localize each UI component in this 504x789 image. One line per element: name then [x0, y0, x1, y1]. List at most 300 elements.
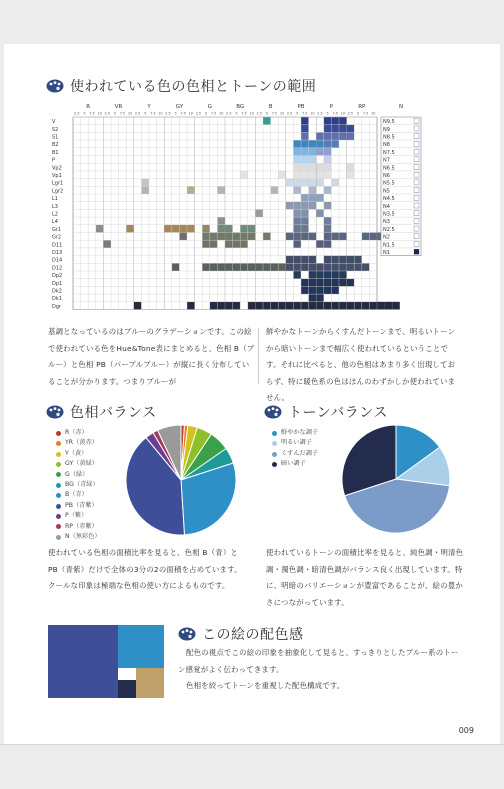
grid-cell: [331, 132, 339, 140]
grid-cell: [331, 233, 339, 241]
grid-cell: [134, 302, 142, 310]
grid-cell: [263, 233, 271, 241]
grid-cell: [286, 302, 294, 310]
palette-icon: [264, 405, 282, 419]
grid-cell: [248, 263, 256, 271]
legend-dot: [56, 462, 61, 467]
tone-label: S2: [52, 126, 59, 133]
grid-cell: [347, 302, 355, 310]
neutral-swatch: [414, 242, 419, 247]
hue-header: BG: [236, 104, 245, 110]
tone-label: P: [52, 157, 56, 164]
hue-header: GY: [175, 104, 184, 110]
grid-cell: [331, 302, 339, 310]
palette-icon: [46, 405, 64, 419]
legend-label: RP（赤紫）: [65, 522, 98, 530]
legend-item: [56, 449, 101, 459]
grid-cell: [141, 186, 149, 194]
hue-pie-chart: [125, 424, 237, 536]
hue-number: 2.5: [286, 111, 293, 116]
grid-cell: [217, 225, 225, 233]
grid-cell: [217, 263, 225, 271]
grid-cell: [172, 225, 180, 233]
grid-cell: [233, 263, 241, 271]
grid-cell: [278, 302, 286, 310]
neutral-label: N5.5: [383, 180, 395, 187]
legend-item: [56, 511, 101, 521]
grid-cell: [293, 202, 301, 210]
grid-cell: [324, 217, 332, 225]
neutral-swatch: [414, 180, 419, 185]
grid-cell: [301, 279, 309, 287]
grid-cell: [309, 233, 317, 241]
hue-header: B: [268, 104, 273, 110]
hue-number: 5: [356, 111, 360, 116]
grid-cell: [377, 302, 385, 310]
neutral-label: N6.5: [383, 165, 395, 172]
grid-cell: [293, 156, 301, 164]
page-bottom-margin: [0, 744, 504, 789]
legend-dot: [56, 524, 61, 529]
neutral-swatch: [414, 126, 419, 131]
neutral-swatch: [414, 211, 419, 216]
hue-number: 2.5: [165, 111, 171, 116]
grid-cell: [293, 217, 301, 225]
legend-label: R（赤）: [65, 429, 88, 436]
grid-cell: [301, 286, 309, 294]
hue-number: 7.5: [302, 111, 308, 116]
neutral-swatch: [414, 134, 419, 139]
grid-cell: [339, 132, 347, 140]
neutral-swatch: [414, 118, 419, 123]
grid-cell: [293, 148, 301, 156]
grid-cell: [339, 233, 347, 241]
neutral-label: N3: [383, 219, 390, 226]
hue-number: 7.5: [362, 111, 369, 116]
heading-text: トーンバランス: [288, 405, 388, 421]
hue-number: 7.5: [180, 111, 186, 116]
grid-cell: [316, 132, 324, 140]
hue-number: 2.5: [256, 111, 262, 116]
heading-tone-balance: [264, 402, 388, 422]
grid-cell: [347, 132, 355, 140]
hue-number: 5: [174, 111, 177, 116]
grid-cell: [324, 163, 332, 171]
legend-label: YR（黄赤）: [65, 439, 98, 447]
tone-label: L2: [52, 211, 58, 218]
legend-item: [56, 470, 101, 480]
grid-cell: [141, 179, 149, 187]
grid-cell: [248, 302, 256, 310]
grid-cell: [225, 233, 233, 241]
grid-cell: [316, 286, 324, 294]
heading-text: 使われている色の色相とトーンの範囲: [70, 79, 317, 95]
grid-cell: [301, 302, 309, 310]
legend-dot: [272, 431, 277, 436]
grid-cell: [301, 209, 309, 217]
neutral-label: N4.5: [383, 196, 395, 203]
grid-cell: [286, 263, 294, 271]
tone-label: Gr1: [52, 226, 62, 233]
grid-cell: [309, 202, 317, 210]
grid-cell: [210, 263, 218, 271]
grid-cell: [263, 117, 271, 125]
hue-number: 10: [249, 111, 254, 116]
neutral-label: N8.5: [383, 134, 395, 141]
grid-cell: [309, 171, 317, 179]
grid-cell: [293, 240, 301, 248]
hue-number: 5: [296, 111, 299, 116]
tone-label: Vp1: [52, 173, 62, 179]
neutral-label: N7.5: [383, 149, 395, 156]
heading-hue-tone: [46, 76, 316, 96]
legend-item: [272, 428, 318, 438]
grid-cell: [225, 240, 233, 248]
grid-cell: [225, 263, 233, 271]
grid-cell: [233, 302, 241, 310]
grid-cell: [331, 125, 339, 133]
hue-tone-text-right: 鮮やかなトーンからくすんだトーンまで、明るいトーンから暗いトーンまで幅広く使われているということです。それに比べると、他の色相はあまり多く出現しておらず、特に暖色系の色はほんのわずかしか使われていません。: [266, 327, 456, 402]
hue-number: 2.5: [347, 111, 354, 116]
grid-cell: [103, 240, 111, 248]
hue-tone-text-left: 基調となっているのはブルーのグラデーションです。この絵で使われている色をHue&Tone表にまとめると、色相 B（ブルー）と色相 PB（パープルブルー）が縦に長く分布していることが分かります。つまりブルーが: [48, 327, 255, 386]
grid-cell: [309, 163, 317, 171]
grid-cell: [324, 140, 332, 148]
legend-label: P（紫）: [65, 512, 88, 520]
grid-cell: [316, 171, 324, 179]
grid-cell: [301, 117, 309, 125]
grid-cell: [339, 125, 347, 133]
tone-label: Gr2: [52, 234, 62, 241]
tone-label: S1: [52, 134, 59, 141]
neutral-label: N1: [383, 250, 390, 256]
grid-cell: [202, 240, 210, 248]
tone-legend: [272, 428, 318, 470]
grid-cell: [255, 209, 263, 217]
legend-dot: [56, 483, 61, 488]
palette-icon: [178, 627, 196, 641]
grid-cell: [339, 279, 347, 287]
hue-tone-grid: [51, 102, 451, 314]
neutral-label: N9: [383, 126, 390, 133]
grid-cell: [354, 256, 362, 264]
grid-cell: [347, 163, 355, 171]
legend-label: 明るい調子: [281, 439, 312, 447]
hue-number: 5: [235, 111, 238, 116]
legend-label: G（緑）: [65, 470, 89, 478]
tone-label: L1: [52, 196, 58, 203]
grid-cell: [301, 148, 309, 156]
hue-number: 7.5: [89, 111, 95, 116]
heading-text: この絵の配色感: [202, 627, 304, 643]
grid-cell: [316, 294, 324, 302]
grid-cell: [255, 263, 263, 271]
grid-cell: [347, 125, 355, 133]
grid-cell: [316, 179, 324, 187]
palette-text-1: 配色の視点でこの絵の印象を抽象化して見ると、すっきりとしたブルー系のトーン感覚がよく伝わってきます。: [178, 648, 459, 674]
palette-swatch-blue: [118, 625, 164, 668]
hue-balance-text: 使われている色相の面積比率を見ると、色相 B（青）と PB（青紫）だけで全体の3分の2の面積を占めています。クールな印象は極端な色相の使い方によるものです。: [48, 548, 242, 590]
grid-cell: [324, 240, 332, 248]
grid-cell: [331, 279, 339, 287]
grid-cell: [293, 256, 301, 264]
grid-cell: [309, 186, 317, 194]
grid-cell: [309, 256, 317, 264]
tone-label: D12: [52, 265, 63, 272]
grid-cell: [286, 179, 294, 187]
grid-cell: [187, 302, 195, 310]
tone-label: L4: [52, 219, 58, 226]
grid-cell: [96, 225, 104, 233]
grid-cell: [309, 294, 317, 302]
grid-cell: [347, 263, 355, 271]
legend-item: [56, 438, 101, 448]
grid-cell: [324, 171, 332, 179]
grid-cell: [362, 233, 370, 241]
grid-cell: [210, 240, 218, 248]
grid-cell: [369, 233, 377, 241]
legend-item: [56, 428, 101, 438]
tone-balance-text: 使われているトーンの面積比率を見ると、純色調・明清色調・濁色調・暗清色調がバランス良く出現しています。特に、明暗のバリエーションが豊富であることが、絵の豊かさにつながっています。: [266, 548, 464, 607]
tone-label: B2: [52, 142, 59, 149]
neutral-swatch-filled: [414, 249, 419, 254]
tone-label: Dgr: [52, 303, 62, 310]
grid-cell: [316, 209, 324, 217]
grid-cell: [347, 256, 355, 264]
grid-cell: [316, 279, 324, 287]
grid-cell: [324, 256, 332, 264]
grid-cell: [301, 233, 309, 241]
tone-label: Dk2: [52, 288, 62, 295]
hue-legend: [56, 428, 101, 542]
grid-cell: [324, 132, 332, 140]
grid-cell: [324, 148, 332, 156]
hue-number: 10: [219, 111, 224, 116]
grid-cell: [331, 117, 339, 125]
tone-label: D14: [52, 257, 63, 264]
grid-cell: [309, 179, 317, 187]
grid-cell: [293, 140, 301, 148]
grid-cell: [210, 233, 218, 241]
palette-swatch-white: [118, 668, 136, 680]
neutral-swatch: [414, 203, 419, 208]
legend-label: PB（青紫）: [65, 501, 98, 509]
grid-cell: [187, 225, 195, 233]
grid-cell: [309, 271, 317, 279]
tone-label: V: [52, 119, 56, 126]
tone-label: Vp2: [52, 165, 62, 172]
grid-cell: [301, 132, 309, 140]
hue-number: 2.5: [104, 111, 110, 116]
grid-cell: [301, 140, 309, 148]
tone-label: Dp2: [52, 273, 63, 280]
hue-number: 7.5: [271, 111, 278, 116]
hue-number: 5: [113, 111, 116, 116]
grid-cell: [316, 148, 324, 156]
grid-cell: [293, 186, 301, 194]
hue-header: RP: [358, 104, 366, 110]
grid-cell: [293, 302, 301, 310]
grid-cell: [278, 171, 286, 179]
tone-label: Dk1: [52, 296, 62, 303]
grid-cell: [301, 179, 309, 187]
legend-dot: [56, 535, 61, 540]
hue-number: 2.5: [134, 111, 141, 116]
grid-cell: [248, 233, 256, 241]
hue-number: 7.5: [241, 111, 247, 116]
grid-cell: [324, 117, 332, 125]
tone-label: D13: [52, 250, 63, 256]
legend-item: [56, 522, 101, 532]
grid-cell: [331, 286, 339, 294]
neutral-swatch: [414, 226, 419, 231]
grid-cell: [301, 156, 309, 164]
tone-label: B1: [52, 149, 59, 156]
grid-cell: [385, 302, 393, 310]
grid-cell: [347, 279, 355, 287]
legend-item: [56, 490, 101, 500]
grid-cell: [309, 279, 317, 287]
grid-cell: [225, 225, 233, 233]
grid-cell: [263, 263, 271, 271]
legend-label: BG（青緑）: [65, 481, 99, 489]
neutral-swatch: [414, 188, 419, 193]
grid-cell: [316, 271, 324, 279]
grid-cell: [301, 217, 309, 225]
legend-item: [56, 501, 101, 511]
legend-label: Y（黄）: [65, 449, 88, 457]
grid-cell: [339, 117, 347, 125]
grid-cell: [331, 263, 339, 271]
grid-cell: [369, 302, 377, 310]
grid-cell: [324, 225, 332, 233]
tone-pie-chart: [341, 424, 451, 534]
grid-cell: [271, 302, 279, 310]
grid-cell: [392, 302, 400, 310]
grid-cell: [331, 256, 339, 264]
legend-dot: [272, 452, 277, 457]
grid-cell: [331, 179, 339, 187]
grid-cell: [293, 209, 301, 217]
palette-icon: [46, 79, 64, 93]
neutral-label: N2: [383, 234, 390, 241]
neutral-label: N3.5: [383, 211, 395, 218]
neutral-label: N4: [383, 203, 390, 210]
hue-number: 5: [83, 111, 86, 116]
grid-cell: [362, 302, 370, 310]
tone-label: L3: [52, 203, 58, 210]
legend-item: [56, 459, 101, 469]
legend-dot: [56, 431, 61, 436]
grid-cell: [354, 263, 362, 271]
grid-cell: [316, 194, 324, 202]
hue-number: 5: [326, 111, 329, 116]
grid-cell: [179, 233, 187, 241]
legend-label: N（無彩色）: [65, 533, 101, 541]
grid-cell: [164, 225, 172, 233]
grid-cell: [324, 302, 332, 310]
neutral-swatch: [414, 218, 419, 223]
grid-cell: [233, 240, 241, 248]
neutral-label: N8: [383, 142, 390, 149]
grid-cell: [210, 302, 218, 310]
legend-dot: [56, 472, 61, 477]
grid-cell: [316, 240, 324, 248]
legend-label: 暗い調子: [281, 460, 306, 468]
grid-cell: [309, 140, 317, 148]
grid-cell: [316, 302, 324, 310]
tone-label: Dp1: [52, 280, 63, 287]
hue-header: VR: [114, 104, 123, 110]
grid-cell: [301, 225, 309, 233]
grid-cell: [324, 186, 332, 194]
grid-cell: [309, 263, 317, 271]
grid-cell: [293, 263, 301, 271]
hue-number: 2.5: [317, 111, 323, 116]
grid-cell: [324, 271, 332, 279]
grid-cell: [301, 194, 309, 202]
legend-item: [56, 480, 101, 490]
grid-cell: [202, 225, 210, 233]
grid-cell: [271, 186, 279, 194]
legend-label: 鮮やかな調子: [281, 429, 319, 436]
grid-cell: [217, 302, 225, 310]
hue-number: 7.5: [119, 111, 126, 116]
hue-number: 10: [371, 111, 376, 116]
grid-cell: [331, 140, 339, 148]
grid-cell: [202, 233, 210, 241]
legend-label: B（青）: [65, 491, 88, 499]
legend-item: [272, 459, 318, 469]
grid-cell: [324, 263, 332, 271]
palette-text-2: 色相を絞ってトーンを重視した配色構成です。: [186, 681, 345, 690]
grid-cell: [301, 202, 309, 210]
grid-cell: [240, 263, 248, 271]
hue-number: 5: [204, 111, 208, 116]
grid-cell: [324, 233, 332, 241]
hue-number: 10: [188, 111, 193, 116]
grid-cell: [187, 186, 195, 194]
grid-cell: [293, 171, 301, 179]
grid-cell: [217, 186, 225, 194]
grid-cell: [217, 217, 225, 225]
grid-cell: [309, 194, 317, 202]
neutral-swatch: [414, 234, 419, 239]
hue-header: PB: [297, 104, 305, 110]
grid-cell: [286, 233, 294, 241]
grid-cell: [324, 156, 332, 164]
grid-cell: [324, 125, 332, 133]
neutral-header: N: [398, 104, 404, 110]
heading-palette: [178, 624, 304, 644]
grid-cell: [316, 263, 324, 271]
grid-cell: [301, 256, 309, 264]
legend-dot: [56, 514, 61, 519]
tone-label: Lgr1: [52, 180, 64, 187]
grid-cell: [293, 163, 301, 171]
legend-dot: [56, 452, 61, 457]
grid-cell: [316, 163, 324, 171]
grid-cell: [301, 171, 309, 179]
grid-cell: [324, 286, 332, 294]
grid-cell: [240, 225, 248, 233]
grid-cell: [179, 225, 187, 233]
grid-cell: [309, 156, 317, 164]
legend-dot: [56, 441, 61, 446]
tone-label: Lgr2: [52, 188, 64, 195]
grid-cell: [331, 271, 339, 279]
grid-cell: [339, 263, 347, 271]
